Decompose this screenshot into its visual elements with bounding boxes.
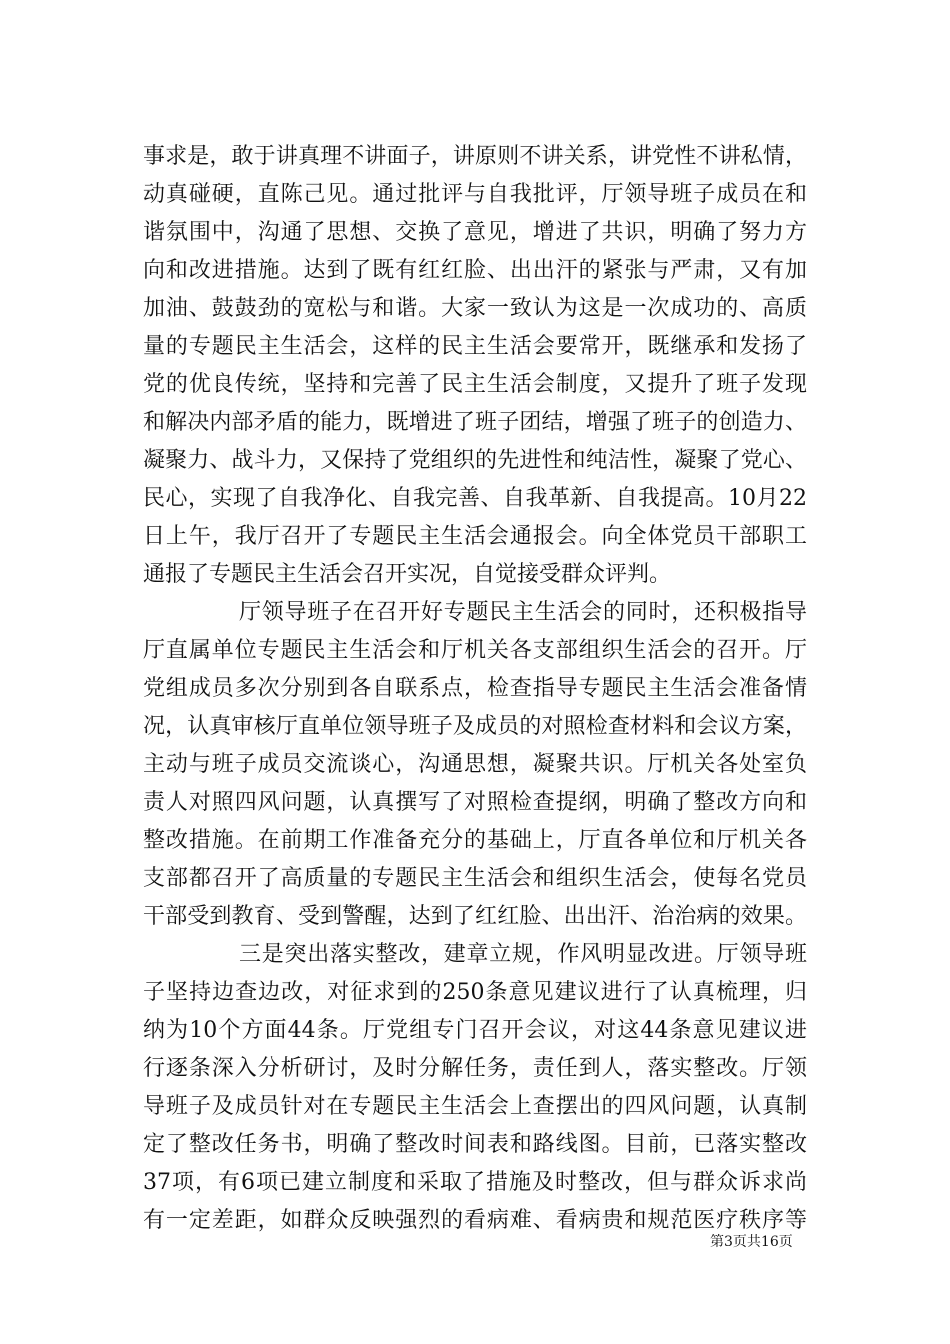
text-line: 干部受到教育、受到警醒，达到了红红脸、出出汗、治治病的效果。 [143,904,807,929]
text-line: 谐氛围中，沟通了思想、交换了意见，增进了共识，明确了努力方 [143,220,807,245]
text-line: 纳为10个方面44条。厅党组专门召开会议，对这44条意见建议进 [143,1018,807,1043]
page-number: 第3页共16页 [710,1234,793,1250]
text-line: 行逐条深入分析研讨，及时分解任务，责任到人，落实整改。厅领 [143,1056,807,1081]
text-line: 37项，有6项已建立制度和采取了措施及时整改，但与群众诉求尚 [143,1170,807,1195]
text-line: 支部都召开了高质量的专题民主生活会和组织生活会，使每名党员 [143,866,807,891]
text-line: 民心，实现了自我净化、自我完善、自我革新、自我提高。10月22 [143,486,807,511]
text-line: 量的专题民主生活会，这样的民主生活会要常开，既继承和发扬了 [143,334,807,359]
text-line: 责人对照四风问题，认真撰写了对照检查提纲，明确了整改方向和 [143,790,807,815]
text-line: 主动与班子成员交流谈心，沟通思想，凝聚共识。厅机关各处室负 [143,752,807,777]
text-line: 子坚持边查边改，对征求到的250条意见建议进行了认真梳理，归 [143,980,807,1005]
text-line: 整改措施。在前期工作准备充分的基础上，厅直各单位和厅机关各 [143,828,807,853]
text-line: 导班子及成员针对在专题民主生活会上查摆出的四风问题，认真制 [143,1094,807,1119]
text-line: 日上午，我厅召开了专题民主生活会通报会。向全体党员干部职工 [143,524,807,549]
text-line: 和解决内部矛盾的能力，既增进了班子团结，增强了班子的创造力、 [143,410,807,435]
text-line: 厅直属单位专题民主生活会和厅机关各支部组织生活会的召开。厅 [143,638,807,663]
text-line: 党的优良传统，坚持和完善了民主生活会制度，又提升了班子发现 [143,372,807,397]
text-line: 党组成员多次分别到各自联系点，检查指导专题民主生活会准备情 [143,676,807,701]
paragraph-first-line: 三是突出落实整改，建章立规，作风明显改进。厅领导班 [239,942,807,967]
text-line: 通报了专题民主生活会召开实况，自觉接受群众评判。 [143,562,672,587]
text-line: 有一定差距，如群众反映强烈的看病难、看病贵和规范医疗秩序等 [143,1208,807,1233]
text-line: 事求是，敢于讲真理不讲面子，讲原则不讲关系，讲党性不讲私情， [143,144,807,169]
paragraph-first-line: 厅领导班子在召开好专题民主生活会的同时，还积极指导 [239,600,807,625]
text-line: 动真碰硬，直陈己见。通过批评与自我批评，厅领导班子成员在和 [143,182,807,207]
text-line: 况，认真审核厅直单位领导班子及成员的对照检查材料和会议方案， [143,714,807,739]
text-line: 凝聚力、战斗力，又保持了党组织的先进性和纯洁性，凝聚了党心、 [143,448,807,473]
text-line: 向和改进措施。达到了既有红红脸、出出汗的紧张与严肃，又有加 [143,258,807,283]
text-line: 定了整改任务书，明确了整改时间表和路线图。目前，已落实整改 [143,1132,807,1157]
text-line: 加油、鼓鼓劲的宽松与和谐。大家一致认为这是一次成功的、高质 [143,296,807,321]
